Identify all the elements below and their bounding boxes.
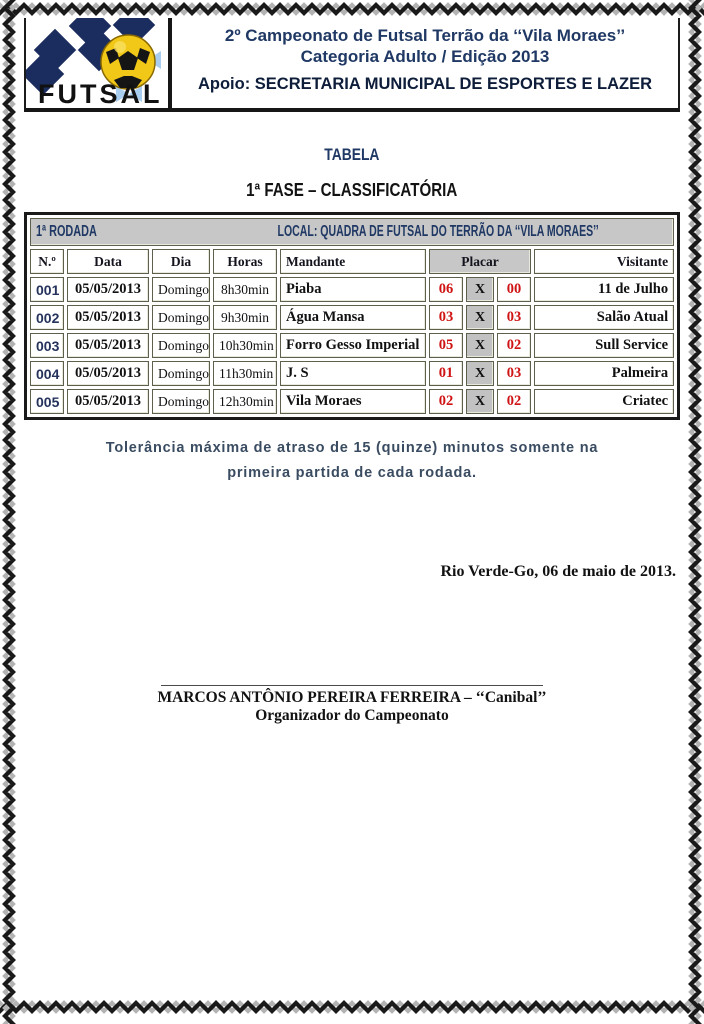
heading-fase-text: 1ª FASE – CLASSIFICATÓRIA bbox=[246, 180, 458, 200]
away-score: 03 bbox=[497, 361, 531, 386]
col-horas: Horas bbox=[213, 249, 277, 274]
home-score: 01 bbox=[429, 361, 463, 386]
match-day: Domingo bbox=[152, 305, 210, 330]
away-team: Palmeira bbox=[534, 361, 674, 386]
home-score: 05 bbox=[429, 333, 463, 358]
heading-tabela-text: TABELA bbox=[324, 146, 380, 164]
away-team: 11 de Julho bbox=[534, 277, 674, 302]
organizer-name: MARCOS ANTÔNIO PEREIRA FERREIRA – ‘‘Canibal’’ bbox=[157, 688, 547, 706]
table-row bbox=[30, 389, 674, 414]
table-row bbox=[30, 277, 674, 302]
match-number: 003 bbox=[30, 333, 64, 358]
away-score: 02 bbox=[497, 333, 531, 358]
col-data: Data bbox=[67, 249, 149, 274]
round-band bbox=[30, 218, 674, 246]
signature-line bbox=[161, 685, 543, 686]
organizer-role: Organizador do Campeonato bbox=[255, 706, 449, 724]
match-day: Domingo bbox=[152, 361, 210, 386]
match-number: 004 bbox=[30, 361, 64, 386]
header-titles bbox=[172, 18, 678, 108]
match-date: 05/05/2013 bbox=[67, 333, 149, 358]
table-row bbox=[30, 305, 674, 330]
round-band-row bbox=[30, 218, 674, 246]
signature-block bbox=[24, 685, 680, 725]
away-team: Sull Service bbox=[534, 333, 674, 358]
dateline: Rio Verde-Go, 06 de maio de 2013. bbox=[440, 562, 676, 580]
column-header-row bbox=[30, 249, 674, 274]
table-row bbox=[30, 333, 674, 358]
support-line: Apoio: SECRETARIA MUNICIPAL DE ESPORTES E LAZER bbox=[197, 74, 653, 93]
home-team: J. S bbox=[280, 361, 426, 386]
home-team: Forro Gesso Imperial bbox=[280, 333, 426, 358]
home-score: 02 bbox=[429, 389, 463, 414]
home-team: Vila Moraes bbox=[280, 389, 426, 414]
match-date: 05/05/2013 bbox=[67, 361, 149, 386]
versus-x: X bbox=[466, 333, 494, 358]
match-number: 005 bbox=[30, 389, 64, 414]
match-day: Domingo bbox=[152, 277, 210, 302]
match-table bbox=[24, 212, 680, 420]
match-time: 11h30min bbox=[213, 361, 277, 386]
away-score: 03 bbox=[497, 305, 531, 330]
heading-fase bbox=[24, 180, 680, 201]
away-score: 02 bbox=[497, 389, 531, 414]
location-label: LOCAL: QUADRA DE FUTSAL DO TERRÃO DA ‘‘VILA MORAES’’ bbox=[277, 223, 599, 240]
tolerance-line2: primeira partida de cada rodada. bbox=[227, 465, 477, 482]
match-time: 9h30min bbox=[213, 305, 277, 330]
match-day: Domingo bbox=[152, 333, 210, 358]
match-number: 002 bbox=[30, 305, 64, 330]
home-score: 06 bbox=[429, 277, 463, 302]
versus-x: X bbox=[466, 361, 494, 386]
table-row bbox=[30, 361, 674, 386]
round-label: 1ª RODADA bbox=[36, 223, 97, 240]
tolerance-line1: Tolerância máxima de atraso de 15 (quinze) minutos somente na bbox=[105, 440, 599, 456]
header bbox=[24, 18, 680, 112]
futsal-logo bbox=[26, 18, 168, 108]
match-time: 10h30min bbox=[213, 333, 277, 358]
match-date: 05/05/2013 bbox=[67, 277, 149, 302]
futsal-logo-graphic bbox=[26, 18, 168, 108]
logo-futsal-text: FUTSAL bbox=[38, 79, 163, 108]
home-team: Piaba bbox=[280, 277, 426, 302]
match-time: 12h30min bbox=[213, 389, 277, 414]
match-date: 05/05/2013 bbox=[67, 389, 149, 414]
match-time: 8h30min bbox=[213, 277, 277, 302]
home-team: Água Mansa bbox=[280, 305, 426, 330]
versus-x: X bbox=[466, 277, 494, 302]
page-content bbox=[24, 18, 680, 725]
match-date: 05/05/2013 bbox=[67, 305, 149, 330]
col-visitante: Visitante bbox=[534, 249, 674, 274]
away-team: Criatec bbox=[534, 389, 674, 414]
col-dia: Dia bbox=[152, 249, 210, 274]
versus-x: X bbox=[466, 389, 494, 414]
home-score: 03 bbox=[429, 305, 463, 330]
col-num: N.º bbox=[30, 249, 64, 274]
versus-x: X bbox=[466, 305, 494, 330]
championship-title-line1: 2º Campeonato de Futsal Terrão da ‘‘Vila Moraes’’ bbox=[224, 26, 626, 45]
tolerance-note bbox=[24, 436, 680, 487]
heading-tabela bbox=[24, 146, 680, 165]
away-score: 00 bbox=[497, 277, 531, 302]
col-placar: Placar bbox=[429, 249, 531, 274]
away-team: Salão Atual bbox=[534, 305, 674, 330]
championship-title-line2: Categoria Adulto / Edição 2013 bbox=[300, 47, 550, 67]
match-day: Domingo bbox=[152, 389, 210, 414]
col-mandante: Mandante bbox=[280, 249, 426, 274]
match-number: 001 bbox=[30, 277, 64, 302]
